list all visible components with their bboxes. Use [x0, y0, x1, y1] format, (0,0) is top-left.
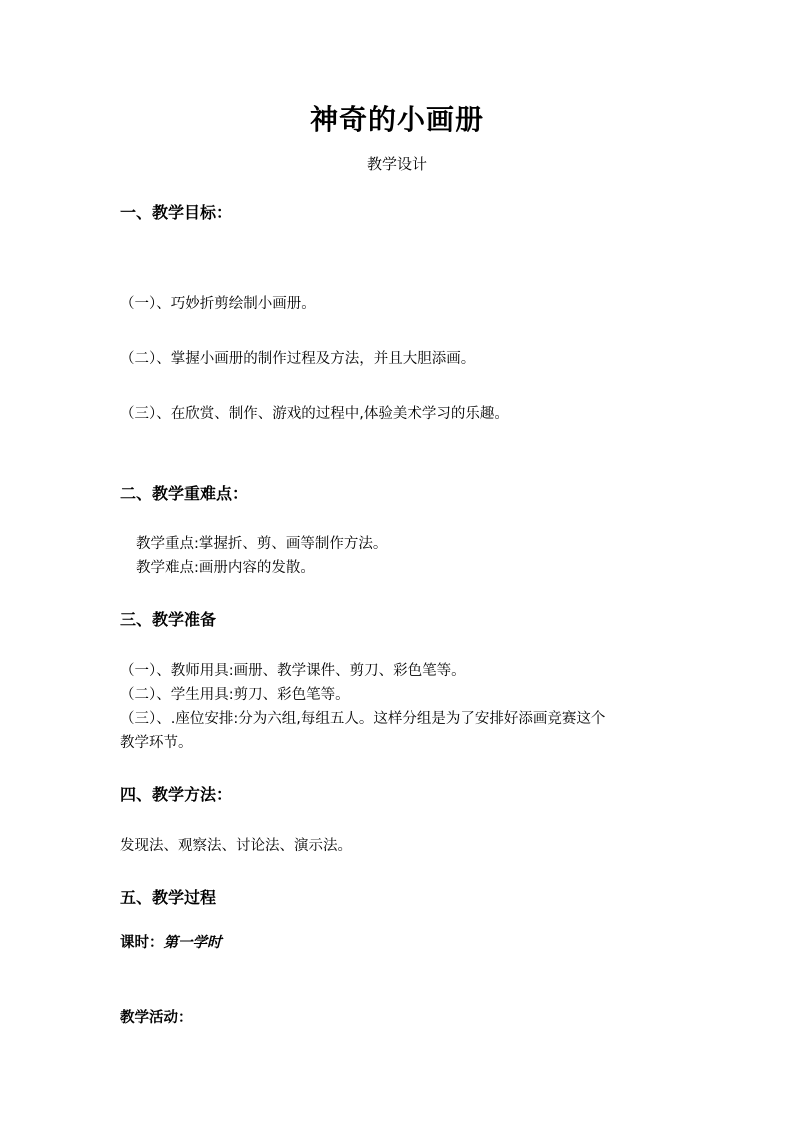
preparation-item: （二）、学生用具:剪刀、彩色笔等。: [120, 687, 350, 703]
period-label: 课时：: [120, 935, 164, 951]
section-heading-preparation: 三、教学准备: [120, 610, 217, 629]
objective-item: （二）、掌握小画册的制作过程及方法，并且大胆添画。: [120, 351, 476, 367]
key-point-item: 教学重点:掌握折、剪、画等制作方法。: [136, 536, 388, 552]
document-subtitle: 教学设计: [366, 155, 427, 173]
methods-body: 发现法、观察法、讨论法、演示法。: [120, 838, 352, 854]
document-title: 神奇的小画册: [309, 103, 484, 136]
period-line: [120, 931, 222, 952]
section-heading-methods: 四、教学方法：: [120, 785, 233, 804]
preparation-item-continuation: 教学环节。: [120, 735, 193, 751]
section-heading-key-points: 二、教学重难点：: [120, 484, 249, 503]
objective-item: （一）、巧妙折剪绘制小画册。: [120, 296, 316, 312]
period-value: 第一学时: [163, 935, 222, 951]
section-heading-objectives: 一、教学目标：: [120, 203, 233, 222]
key-point-item: 教学难点:画册内容的发散。: [136, 560, 315, 576]
activity-label: 教学活动：: [120, 1010, 193, 1026]
section-heading-process: 五、教学过程: [120, 888, 217, 907]
preparation-item: （一）、教师用具:画册、教学课件、剪刀、彩色笔等。: [120, 663, 466, 679]
preparation-item: （三）、.座位安排:分为六组,每组五人。这样分组是为了安排好添画竞赛这个: [120, 711, 606, 727]
objective-item: （三）、在欣赏、制作、游戏的过程中,体验美术学习的乐趣。: [120, 406, 509, 422]
